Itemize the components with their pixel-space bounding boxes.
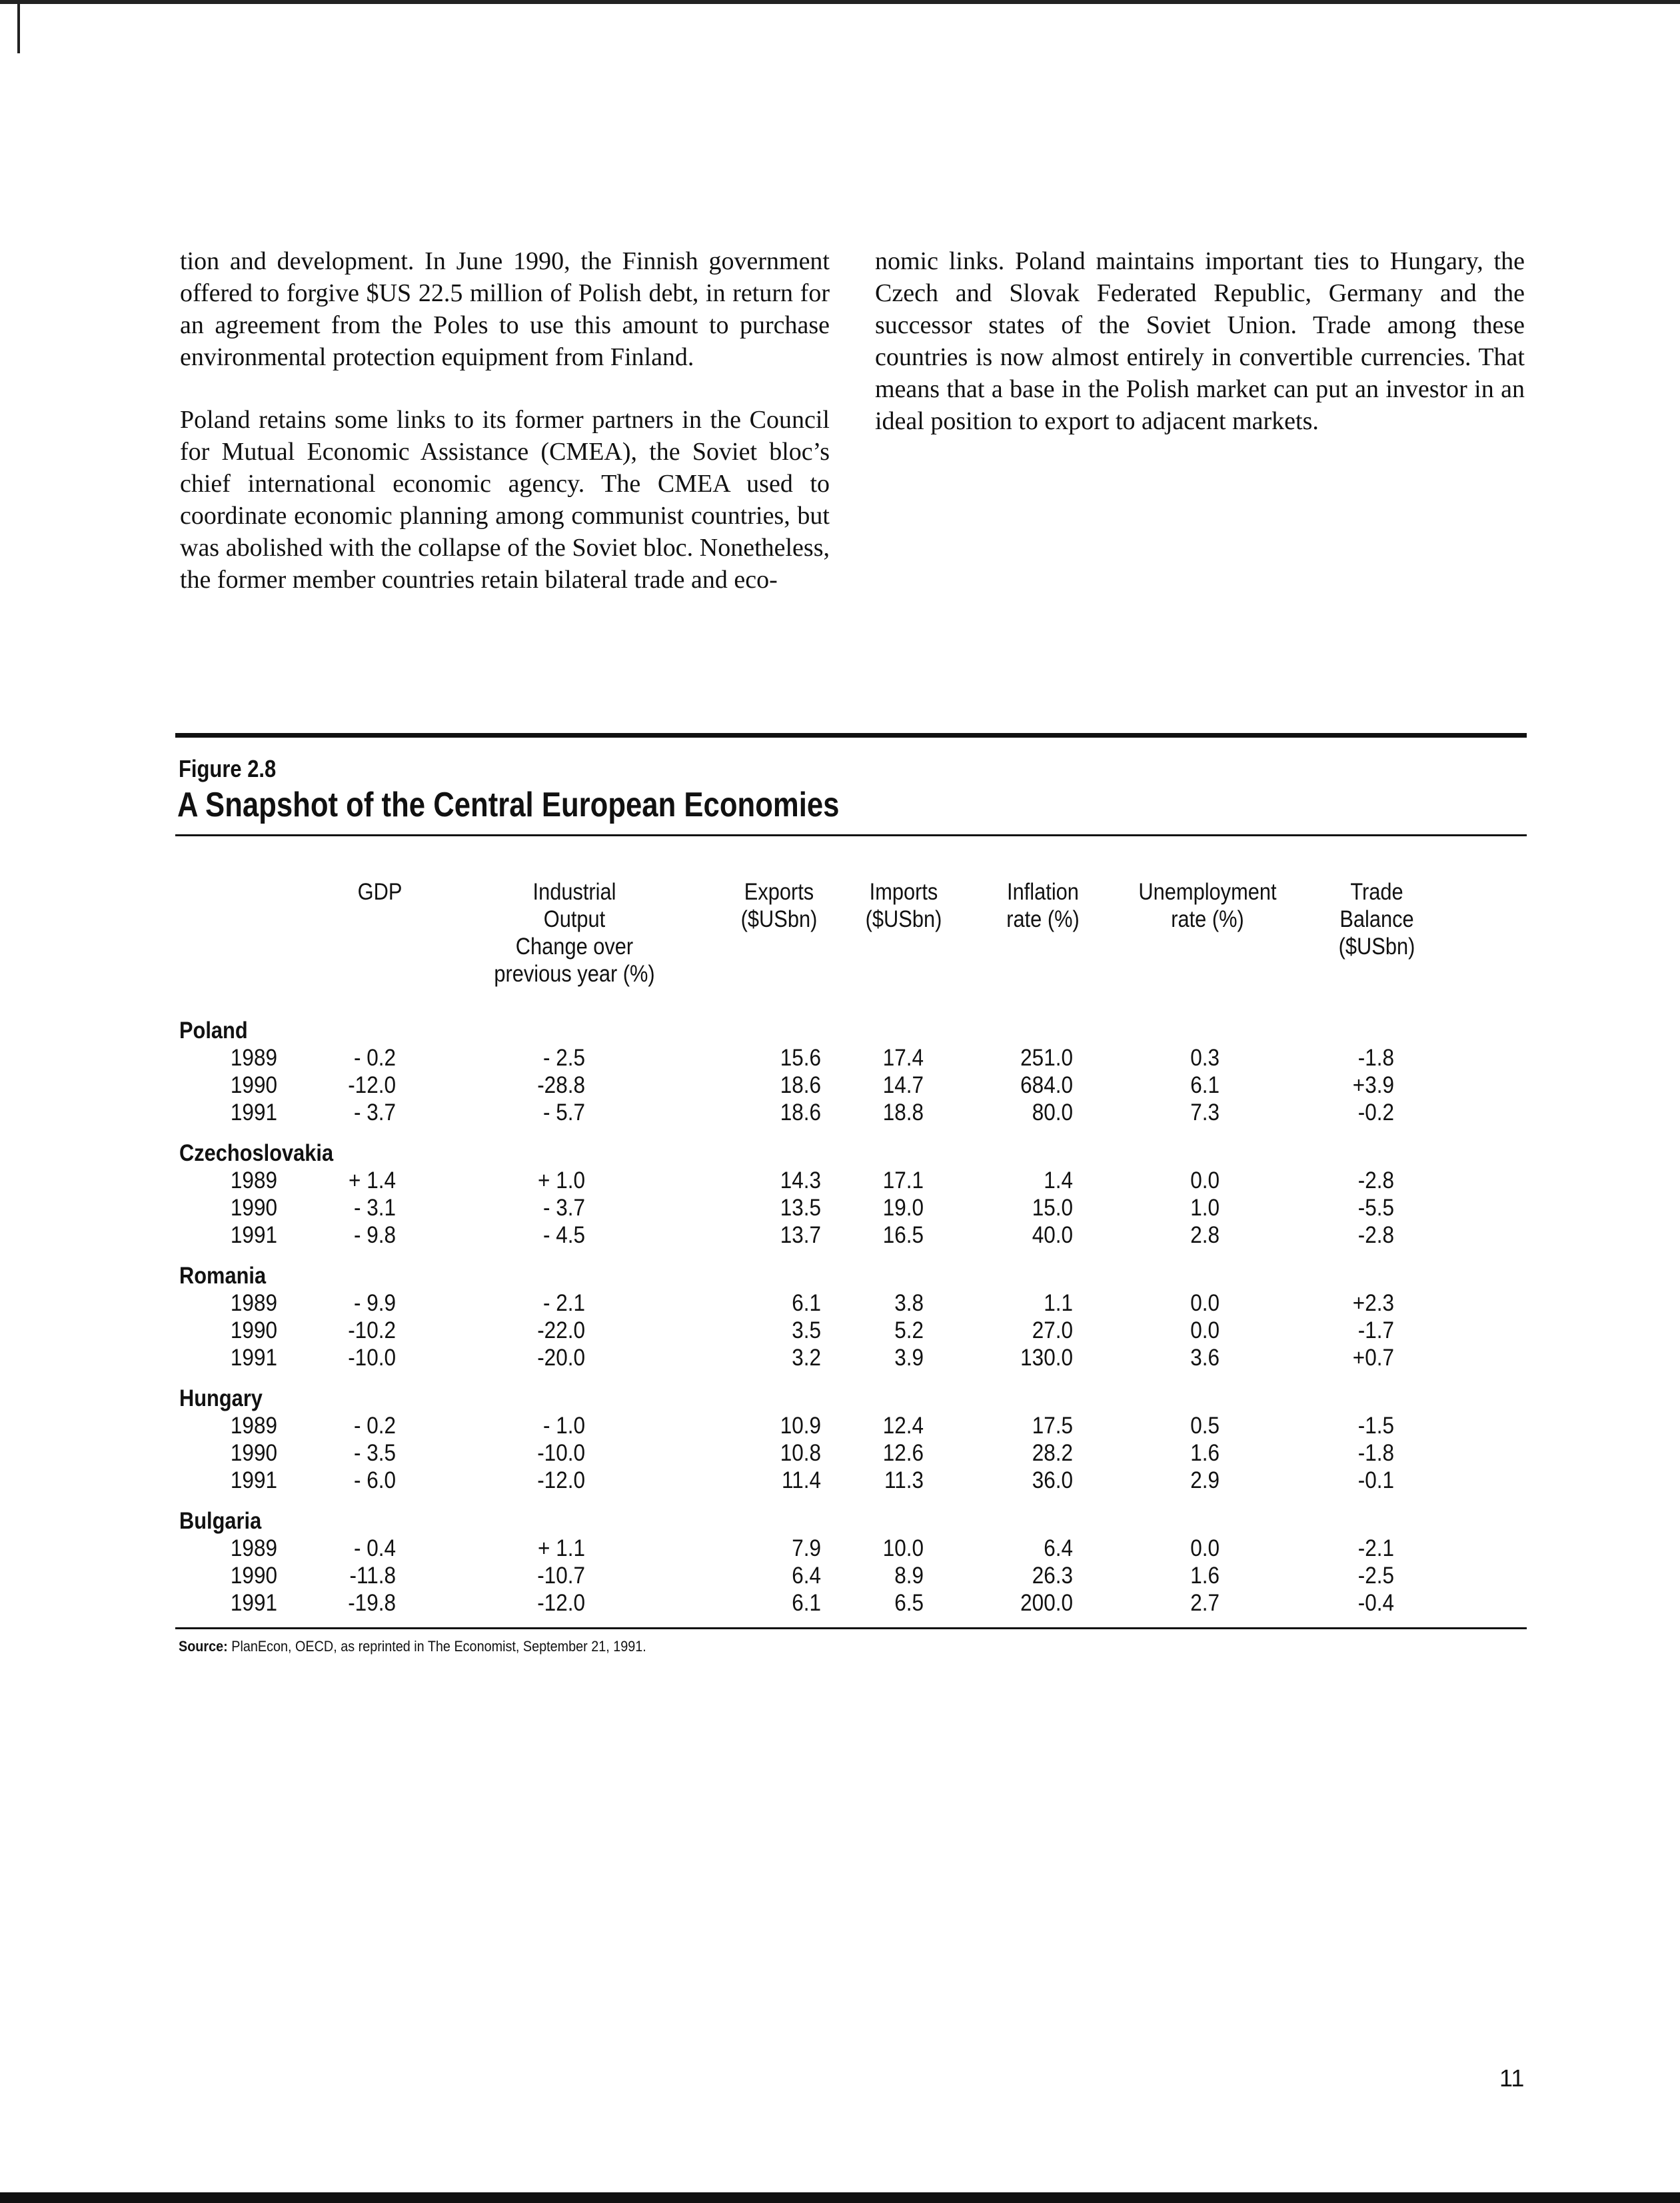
table-cell: 18.6 [780,1072,821,1098]
table-cell: 12.6 [882,1440,924,1466]
table-cell: -2.8 [1357,1222,1394,1248]
table-cell: 200.0 [1020,1590,1073,1616]
year-cell: 1989 [230,1167,277,1193]
table-cell: -12.0 [537,1467,585,1493]
table-cell: -28.8 [537,1072,585,1098]
page-number: 11 [1499,2064,1525,2092]
paragraph: tion and development. In June 1990, the Finnish government offered to forgive $US 22.5 million of Polish debt, in return for an agreement from the Poles to use this amount to purchase environmental protection equipment from Finland. [180,247,830,371]
table-cell: 16.5 [882,1222,924,1248]
year-cell: 1990 [230,1440,277,1466]
year-cell: 1989 [230,1535,277,1561]
body-column-right [875,245,1525,468]
figure-label: Figure 2.8 [179,755,277,782]
figure-top-rule [175,733,1527,738]
table-cell: 17.1 [882,1167,924,1193]
table-cell: - 2.1 [542,1290,585,1316]
table-cell: + 1.1 [538,1535,585,1561]
table-cell: 80.0 [1032,1100,1073,1125]
figure-bottom-rule [175,1627,1527,1629]
column-header: Trade Balance ($USbn) [1338,879,1415,960]
table-cell: 0.0 [1190,1290,1220,1316]
country-heading: Hungary [179,1385,263,1411]
scan-edge-left [0,0,20,53]
table-cell: +2.3 [1352,1290,1394,1316]
table-cell: -0.2 [1357,1100,1394,1125]
year-cell: 1991 [230,1222,277,1248]
table-cell: 1.6 [1190,1440,1220,1466]
column-header: GDP [357,879,403,905]
table-cell: +3.9 [1352,1072,1394,1098]
table-cell: 13.5 [780,1195,821,1221]
year-cell: 1989 [230,1045,277,1071]
table-cell: - 0.4 [353,1535,396,1561]
table-cell: 6.1 [1190,1072,1220,1098]
table-cell: -10.2 [348,1317,396,1343]
table-cell: -12.0 [537,1590,585,1616]
table-cell: 3.5 [792,1317,821,1343]
column-header: Inflation rate (%) [1006,879,1080,932]
table-cell: 7.9 [792,1535,821,1561]
source-text: PlanEcon, OECD, as reprinted in The Economist, September 21, 1991. [231,1638,646,1655]
table-cell: 7.3 [1190,1100,1220,1125]
table-cell: 6.1 [792,1590,821,1616]
table-cell: 0.0 [1190,1167,1220,1193]
year-cell: 1989 [230,1413,277,1439]
table-cell: -11.8 [349,1563,396,1589]
table-cell: 15.0 [1032,1195,1073,1221]
column-header: Unemployment rate (%) [1138,879,1277,932]
paragraph: nomic links. Poland maintains important ties to Hungary, the Czech and Slovak Federated Republic, Germany and the successor states of the Soviet Union. Trade among these countries is now almost entirely in convertible currencies. That means that a base in the Polish market can put an investor in an ideal position to export to adjacent markets. [875,247,1525,435]
column-header: Industrial Output Change over previous year (%) [494,879,655,987]
table-cell: 10.9 [780,1413,821,1439]
table-cell: 6.4 [1044,1535,1073,1561]
table-cell: -1.8 [1357,1045,1394,1071]
year-cell: 1991 [230,1345,277,1371]
table-cell: 14.7 [882,1072,924,1098]
table-cell: - 3.7 [542,1195,585,1221]
table-cell: 130.0 [1020,1345,1073,1371]
table-cell: - 2.5 [542,1045,585,1071]
table-cell: 3.6 [1190,1345,1220,1371]
table-cell: 18.6 [780,1100,821,1125]
source-label: Source: [179,1638,228,1655]
scan-edge-top [0,0,1680,4]
table-cell: 6.5 [894,1590,924,1616]
table-cell: 0.0 [1190,1317,1220,1343]
year-cell: 1990 [230,1072,277,1098]
table-cell: 3.8 [894,1290,924,1316]
table-cell: -2.5 [1357,1563,1394,1589]
table-cell: 2.8 [1190,1222,1220,1248]
table-cell: - 4.5 [542,1222,585,1248]
table-cell: -10.0 [348,1345,396,1371]
table-cell: 17.5 [1032,1413,1073,1439]
table-cell: 13.7 [780,1222,821,1248]
column-header: Exports ($USbn) [740,879,818,932]
country-heading: Romania [179,1263,267,1289]
table-cell: - 5.7 [542,1100,585,1125]
table-cell: 1.0 [1190,1195,1220,1221]
year-cell: 1989 [230,1290,277,1316]
table-cell: 5.2 [894,1317,924,1343]
table-cell: -10.0 [537,1440,585,1466]
table-cell: -19.8 [348,1590,396,1616]
table-cell: -20.0 [537,1345,585,1371]
table-cell: -12.0 [348,1072,396,1098]
table-cell: -10.7 [537,1563,585,1589]
table-cell: 6.1 [792,1290,821,1316]
table-cell: 26.3 [1032,1563,1073,1589]
table-cell: 684.0 [1020,1072,1073,1098]
year-cell: 1991 [230,1100,277,1125]
table-cell: - 9.8 [353,1222,396,1248]
table-cell: 0.5 [1190,1413,1220,1439]
table-cell: 28.2 [1032,1440,1073,1466]
table-cell: - 9.9 [353,1290,396,1316]
year-cell: 1990 [230,1563,277,1589]
table-cell: 10.0 [882,1535,924,1561]
table-cell: 0.3 [1190,1045,1220,1071]
table-cell: 0.0 [1190,1535,1220,1561]
table-cell: - 3.1 [353,1195,396,1221]
table-cell: 27.0 [1032,1317,1073,1343]
table-cell: -0.1 [1357,1467,1394,1493]
table-cell: -22.0 [537,1317,585,1343]
table-cell: - 3.5 [353,1440,396,1466]
table-cell: 11.4 [782,1467,821,1493]
table-cell: 1.6 [1190,1563,1220,1589]
year-cell: 1991 [230,1590,277,1616]
table-cell: 36.0 [1032,1467,1073,1493]
table-cell: 18.8 [882,1100,924,1125]
figure-title-rule [175,834,1527,836]
table-cell: -1.8 [1357,1440,1394,1466]
body-column-left [180,245,830,626]
table-cell: -1.5 [1357,1413,1394,1439]
paragraph: Poland retains some links to its former partners in the Council for Mutual Economic Assistance (CMEA), the Soviet bloc’s chief international economic agency. The CMEA used to coordinate economic planning among communist countries, but was abolished with the collapse of the Soviet bloc. Nonetheless, the former member countries retain bilateral trade and eco- [180,406,830,594]
table-cell: 2.9 [1190,1467,1220,1493]
table-cell: 19.0 [882,1195,924,1221]
table-cell: -2.8 [1357,1167,1394,1193]
year-cell: 1990 [230,1195,277,1221]
year-cell: 1990 [230,1317,277,1343]
figure-source [179,1638,646,1655]
table-cell: 40.0 [1032,1222,1073,1248]
table-cell: 12.4 [882,1413,924,1439]
table-cell: - 0.2 [353,1045,396,1071]
table-cell: 14.3 [780,1167,821,1193]
table-cell: - 3.7 [353,1100,396,1125]
country-heading: Poland [179,1018,248,1044]
year-cell: 1991 [230,1467,277,1493]
table-cell: - 0.2 [353,1413,396,1439]
column-header: Imports ($USbn) [865,879,942,932]
table-cell: - 6.0 [353,1467,396,1493]
table-cell: 10.8 [780,1440,821,1466]
table-cell: -0.4 [1357,1590,1394,1616]
table-cell: 3.9 [894,1345,924,1371]
table-cell: 11.3 [884,1467,924,1493]
table-cell: 3.2 [792,1345,821,1371]
table-cell: +0.7 [1352,1345,1394,1371]
table-cell: 1.4 [1044,1167,1073,1193]
table-cell: 15.6 [780,1045,821,1071]
scan-edge-bottom [0,2192,1680,2203]
table-cell: 6.4 [792,1563,821,1589]
table-cell: 2.7 [1190,1590,1220,1616]
table-cell: 1.1 [1044,1290,1073,1316]
table-cell: 17.4 [882,1045,924,1071]
table-cell: - 1.0 [542,1413,585,1439]
figure-title: A Snapshot of the Central European Economies [177,786,840,824]
table-cell: -5.5 [1357,1195,1394,1221]
country-heading: Czechoslovakia [179,1140,334,1166]
table-cell: 8.9 [894,1563,924,1589]
table-cell: -2.1 [1357,1535,1394,1561]
table-cell: 251.0 [1020,1045,1073,1071]
country-heading: Bulgaria [179,1508,262,1534]
table-cell: + 1.4 [349,1167,396,1193]
table-cell: -1.7 [1357,1317,1394,1343]
table-cell: + 1.0 [538,1167,585,1193]
